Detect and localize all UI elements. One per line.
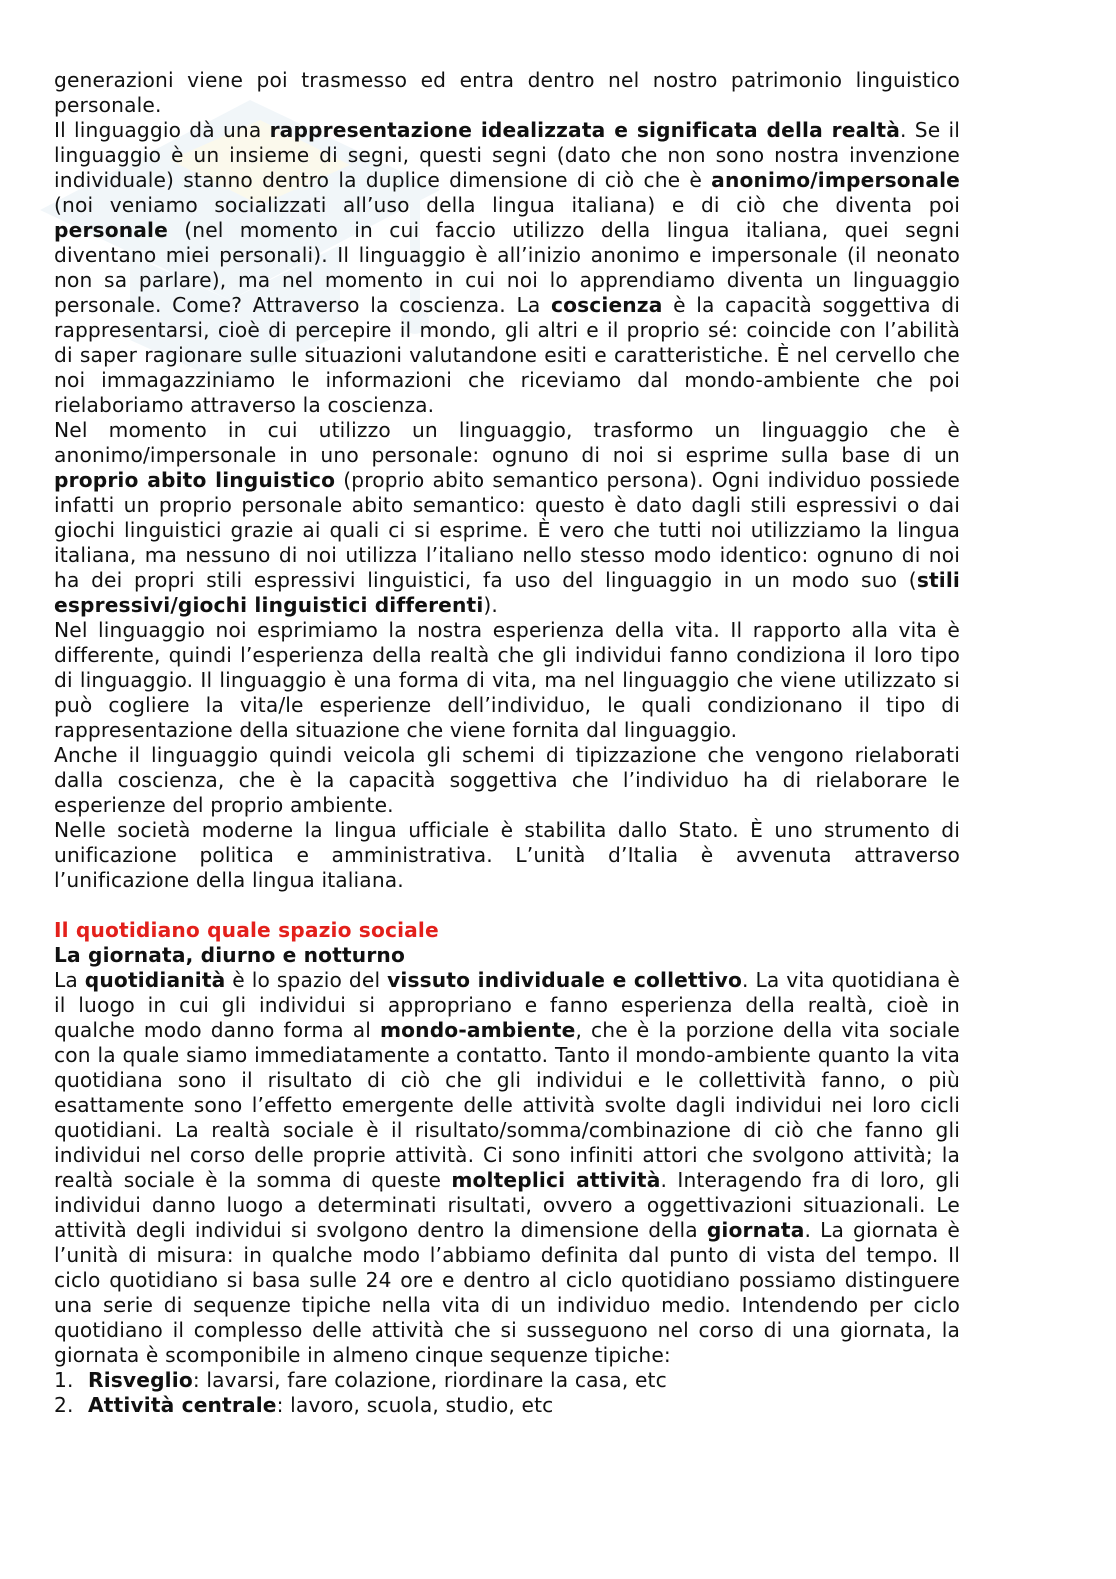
text-segment: . La giornata è l’unità di misura: in qualche modo l’abbiamo definita dal punto di vista del tempo. Il ciclo quotidiano si basa sulle 24 ore e dentro al ciclo quotidiano possiamo distinguere una serie di sequenze tipiche nella vita di un individuo medio. Intendendo per ciclo quotidiano il complesso delle attività che si susseguono nel corso di una giornata, la giornata è scomponibile in almeno cinque sequenze tipiche:: [54, 1218, 960, 1367]
list-item-term: Attività centrale: [88, 1393, 277, 1417]
bold-term: stili espressivi/giochi linguistici differenti: [54, 568, 960, 617]
paragraph: [54, 818, 960, 893]
text-segment: è lo spazio del: [225, 968, 388, 992]
paragraph: [54, 743, 960, 818]
bold-term: vissuto individuale e collettivo: [387, 968, 743, 992]
text-segment: Il linguaggio dà una: [54, 118, 270, 142]
text-segment: . Interagendo fra di loro, gli individui danno luogo a determinati risultati, ovvero a oggettivazioni situazionali. Le attività degli individui si svolgono dentro la dimensione della: [54, 1168, 960, 1242]
bold-term: molteplici attività: [451, 1168, 661, 1192]
section-title: Il quotidiano quale spazio sociale: [54, 918, 439, 942]
list-number: 1.: [54, 1368, 74, 1392]
list-item-desc: : lavoro, scuola, studio, etc: [276, 1393, 554, 1417]
paragraph: [54, 118, 960, 418]
bold-term: coscienza: [550, 293, 663, 317]
text-segment: Anche il linguaggio quindi veicola gli schemi di tipizzazione che vengono rielaborati dalla coscienza, che è la capacità soggettiva che l’individuo ha di rielaborare le esperienze del proprio ambiente.: [54, 743, 960, 817]
spacer: [54, 893, 960, 918]
paragraph: [54, 968, 960, 1368]
text-segment: generazioni viene poi trasmesso ed entra dentro nel nostro patrimonio linguistico personale.: [54, 68, 960, 117]
text-segment: Nelle società moderne la lingua ufficiale è stabilita dallo Stato. È uno strumento di unificazione politica e amministrativa. L’unità d’Italia è avvenuta attraverso l’unificazione della lingua italiana.: [54, 818, 960, 892]
list-item: [54, 1368, 960, 1393]
list-item: [54, 1393, 960, 1418]
list-item-term: Risveglio: [88, 1368, 193, 1392]
bold-term: rappresentazione idealizzata e significata della realtà: [269, 118, 901, 142]
text-segment: Nel linguaggio noi esprimiamo la nostra esperienza della vita. Il rapporto alla vita è differente, quindi l’esperienza della realtà che gli individui fanno condiziona il loro tipo di linguaggio. Il linguaggio è una forma di vita, ma nel linguaggio che viene utilizzato si può cogliere la vita/le esperienze dell’individuo, le quali condizionano il tipo di rappresentazione della situazione che viene fornita dal linguaggio.: [54, 618, 960, 742]
text-segment: . La vita quotidiana è il luogo in cui gli individui si appropriano e fanno esperienza della realtà, cioè in qualche modo danno forma al: [54, 968, 960, 1042]
text-segment: (nel momento in cui faccio utilizzo della lingua italiana, quei segni diventano miei personali). Il linguaggio è all’inizio anonimo e impersonale (il neonato non sa parlare), ma nel momento in cui noi lo apprendiamo diventa un linguaggio personale. Come? Attraverso la coscienza. La: [54, 218, 960, 317]
bold-term: giornata: [706, 1218, 805, 1242]
paragraph: [54, 68, 960, 118]
bold-term: proprio abito linguistico: [54, 468, 336, 492]
text-segment: (proprio abito semantico persona). Ogni individuo possiede infatti un proprio personale abito semantico: questo è dato dagli stili espressivi o dai giochi linguistici grazie ai quali ci si esprime. È vero che tutti noi utilizziamo la lingua italiana, ma nessuno di noi utilizza l’italiano nello stesso modo identico: ognuno di noi ha dei propri stili espressivi linguistici, fa uso del linguaggio in un modo suo (: [54, 468, 960, 592]
list-number: 2.: [54, 1393, 74, 1417]
bold-term: quotidianità: [84, 968, 226, 992]
text-segment: ).: [483, 593, 498, 617]
bold-term: personale: [54, 218, 168, 242]
text-segment: Nel momento in cui utilizzo un linguaggio, trasformo un linguaggio che è anonimo/impersonale in uno personale: ognuno di noi si esprime sulla base di un: [54, 418, 960, 467]
text-segment: . Se il linguaggio è un insieme di segni, questi segni (dato che non sono nostra invenzione individuale) stanno dentro la duplice dimensione di ciò che è: [54, 118, 960, 192]
list-item-text: [88, 1368, 667, 1393]
list-item-text: [88, 1393, 553, 1418]
sequence-list: [54, 1368, 960, 1418]
paragraph: [54, 418, 960, 618]
subsection-title: La giornata, diurno e notturno: [54, 943, 405, 967]
bold-term: mondo-ambiente: [379, 1018, 576, 1042]
document-page: [54, 68, 960, 1418]
text-segment: è la capacità soggettiva di rappresentarsi, cioè di percepire il mondo, gli altri e il proprio sé: coincide con l’abilità di saper ragionare sulle situazioni valutandone esiti e caratteristiche. È nel cervello che noi immagazziniamo le informazioni che riceviamo dal mondo-ambiente che poi rielaboriamo attraverso la coscienza.: [54, 293, 960, 417]
bold-term: anonimo/impersonale: [711, 168, 960, 192]
text-segment: (noi veniamo socializzati all’uso della lingua italiana) e di ciò che diventa poi: [54, 193, 960, 217]
text-segment: La: [54, 968, 85, 992]
paragraph: [54, 618, 960, 743]
text-segment: , che è la porzione della vita sociale con la quale siamo immediatamente a contatto. Tanto il mondo-ambiente quanto la vita quotidiana sono il risultato di ciò che gli individui e le collettività fanno, o più esattamente sono l’effetto emergente delle attività svolte dagli individui nei loro cicli quotidiani. La realtà sociale è il risultato/somma/combinazione di ciò che fanno gli individui nel corso delle proprie attività. Ci sono infiniti attori che svolgono attività; la realtà sociale è la somma di queste: [54, 1018, 960, 1192]
list-item-desc: : lavarsi, fare colazione, riordinare la casa, etc: [192, 1368, 667, 1392]
